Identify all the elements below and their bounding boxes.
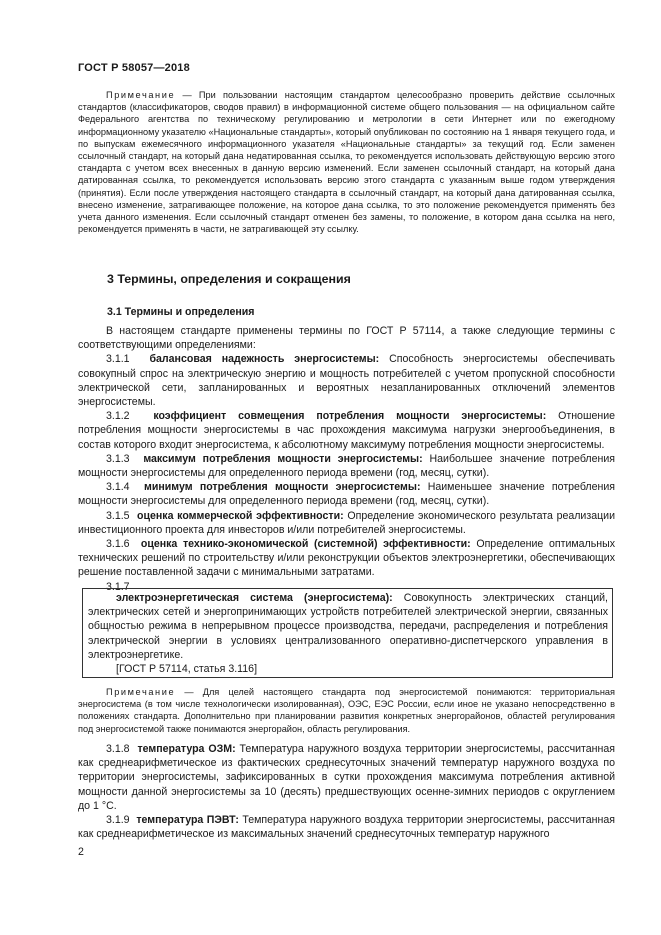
- term-3-1-6: 3.1.6 оценка технико-экономической (системной) эффективности: Определение оптимальных технических решений по строительству и/или реконструкции объектов электроэнергетики, обеспечивающих решение поставленной задачи с минимальными затратами.: [78, 538, 615, 579]
- term-3-1-4: 3.1.4 минимум потребления мощности энергосистемы: Наименьшее значение потребления мощности энергосистемы для определенного периода времени (год, месяц, сутки).: [78, 481, 616, 508]
- document-header: ГОСТ Р 58057—2018: [78, 62, 190, 74]
- term-3-1-7-source: [ГОСТ Р 57114, статья 3.116]: [116, 663, 258, 676]
- section-title: 3 Термины, определения и сокращения: [107, 272, 351, 286]
- note-label: Примечание: [106, 687, 176, 697]
- terms-list: [78, 324, 615, 594]
- term-3-1-7: [88, 591, 608, 676]
- page-number: 2: [78, 846, 84, 858]
- temperature-unit: °С.: [101, 799, 117, 812]
- term-3-1-7-number: 3.1.7: [106, 580, 130, 593]
- subsection-title: 3.1 Термины и определения: [107, 306, 255, 318]
- term-3-1-1: 3.1.1 балансовая надежность энергосистемы: Способность энергосистемы обеспечивать совокупный спрос на электрическую энергию и мощность потребителей с учетом пропускной способности электрической сети, запланированных и вероятных незапланированных отключений элементов энергосистемы.: [78, 353, 615, 409]
- term-3-1-5: 3.1.5 оценка коммерческой эффективности: Определение экономического результата реализации инвестиционного проекта для инвесторов и/или потребителей энергосистемы.: [78, 509, 616, 536]
- term-3-1-7-definition: Совокупность электрических станций, электрических сетей и энергопринимающих устройств потребителей электрической энергии, связанных общностью режима в непрерывном процессе производства, передачи, распределения и потребления электрической энергии в условиях централизованного оперативно-диспетчерского управления в электроэнергетике.: [88, 592, 609, 661]
- reference-note: [78, 89, 615, 235]
- note-label: Примечание: [106, 90, 176, 100]
- term-3-1-8: 3.1.8 температура ОЗМ: Температура наружного воздуха территории энергосистемы, рассчитанная как среднеарифметическое из фактических среднесуточных значений температур наружного воздуха по территории энергосистемы, зафиксированных в сутки прохождения максимума потребления активной мощности данной энергосистемы за 10 (десять) предшествующих осенне-зимних периодов с округлением до 1 °С.: [78, 743, 615, 812]
- term-3-1-7-term: электроэнергетическая система (энергосистема):: [116, 592, 393, 604]
- note-text: — При пользовании настоящим стандартом целесообразно проверить действие ссылочных стандартов (классификаторов, сводов правил) в информационной системе общего пользования — на официальном сайте Федерального агентства по техническому регулированию и метрологии в сети Интернет или по ежегодному информационному указателю «Национальные стандарты», который опубликован по состоянию на 1 января текущего года, и по выпускам ежемесячного информационного указателя «Национальные стандарты» за текущий год. Если заменен ссылочный стандарт, на который дана недатированная ссылка, то рекомендуется использовать действующую версию этого стандарта с учетом всех внесенных в данную версию изменений. Если заменен ссылочный стандарт, на который дана датированная ссылка, то рекомендуется использовать версию этого стандарта с указанным выше годом утверждения (принятия). Если после утверждения настоящего стандарта в ссылочный стандарт, на который дана датированная ссылка, внесено изменение, затрагивающее положение, на которое дана ссылка, то это положение рекомендуется применять без учета данного изменения. Если ссылочный стандарт отменен без замены, то положение, в котором дана ссылка на него, рекомендуется применять в части, не затрагивающей эту ссылку.: [78, 90, 615, 235]
- note-text: — Для целей настоящего стандарта под энергосистемой понимаются: территориальная энергосистема (в том числе технологически изолированная), ОЭС, ЕЭС России, если иное не указано непосредственно в положениях стандарта. Дополнительно при планировании развития конкретных энергорайонов, областей регулирования под энергосистемой также понимаются энергорайон, область регулирования.: [78, 687, 615, 734]
- intro-paragraph: В настоящем стандарте применены термины по ГОСТ Р 57114, а также следующие термины с соответствующими определениями:: [78, 325, 615, 352]
- terms-continued: [78, 742, 615, 841]
- term-3-1-2: 3.1.2 коэффициент совмещения потребления мощности энергосистемы: Отношение потребления мощности энергосистемы в час прохождения максимума нагрузки энергообъединения, в состав которого входит энергосистема, к абсолютному максимуму потребления мощности энергосистемы.: [78, 410, 616, 451]
- term-3-1-9: 3.1.9 температура ПЭВТ: Температура наружного воздуха территории энергосистемы, рассчитанная как среднеарифметическое из максимальных значений среднесуточных температур наружного: [78, 814, 615, 841]
- energy-system-note: [78, 686, 615, 735]
- term-3-1-3: 3.1.3 максимум потребления мощности энергосистемы: Наибольшее значение потребления мощности энергосистемы для определенного периода времени (год, месяц, сутки).: [78, 452, 615, 480]
